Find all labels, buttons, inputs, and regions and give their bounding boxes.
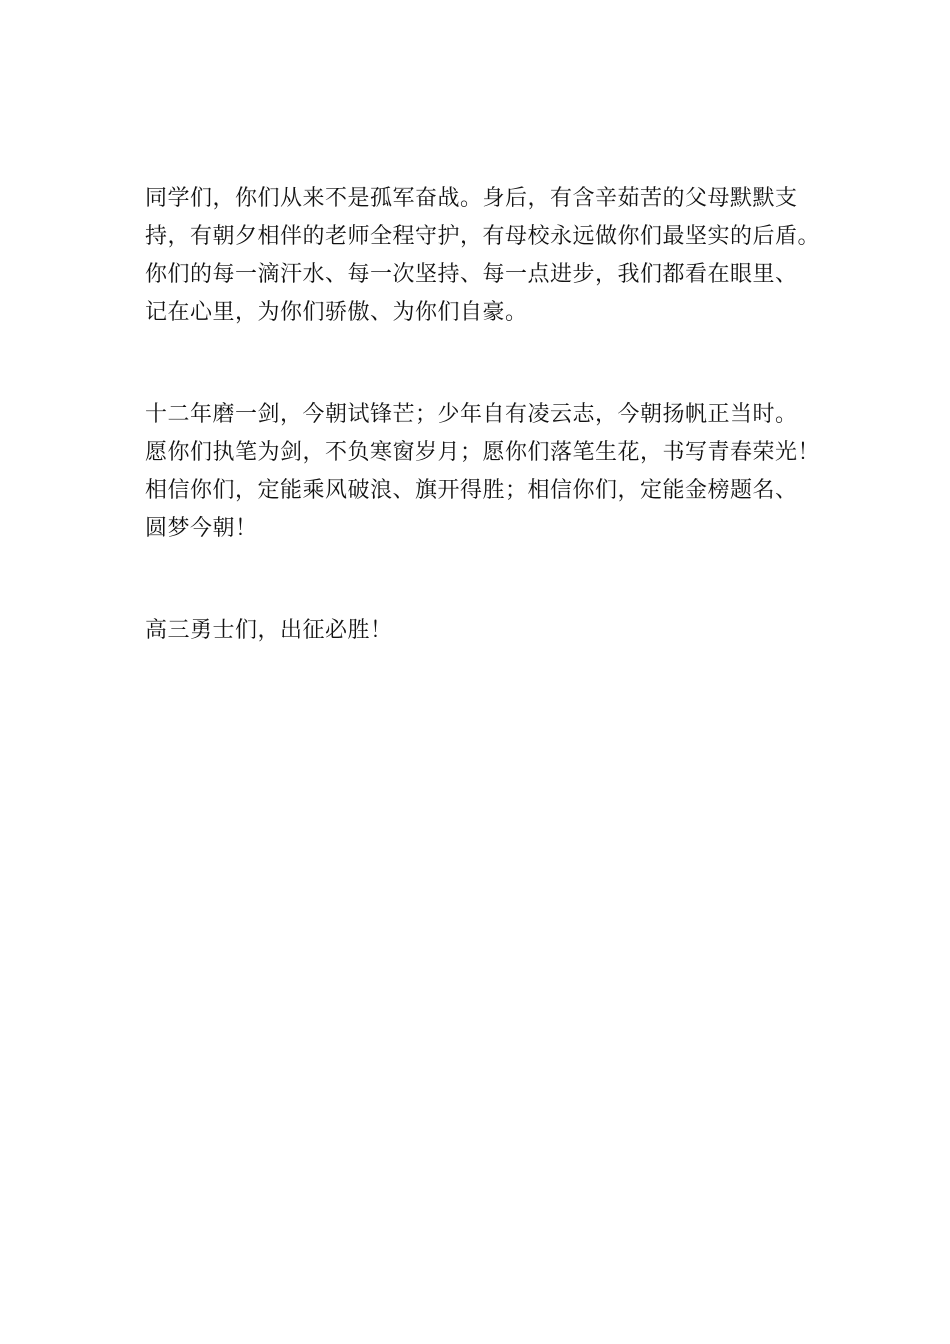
paragraph-closing	[145, 612, 845, 650]
paragraph-spacer	[145, 332, 845, 396]
text-line: 圆梦今朝！	[145, 516, 258, 541]
paragraph-encouragement	[145, 396, 845, 548]
text-line: 十二年磨一剑，今朝试锋芒；少年自有凌云志，今朝扬帆正当时。	[145, 402, 798, 427]
paragraph-support	[145, 180, 845, 332]
text-line: 相信你们，定能乘风破浪、旗开得胜；相信你们，定能金榜题名、	[145, 478, 798, 503]
text-line: 同学们，你们从来不是孤军奋战。身后，有含辛茹苦的父母默默支	[145, 186, 798, 211]
text-line: 你们的每一滴汗水、每一次坚持、每一点进步，我们都看在眼里、	[145, 262, 798, 287]
text-line: 愿你们执笔为剑，不负寒窗岁月；愿你们落笔生花，书写青春荣光！	[145, 440, 821, 465]
document-body	[145, 180, 845, 650]
text-line: 持，有朝夕相伴的老师全程守护，有母校永远做你们最坚实的后盾。	[145, 224, 821, 249]
text-line: 高三勇士们，出征必胜！	[145, 618, 393, 643]
paragraph-spacer	[145, 548, 845, 612]
text-line: 记在心里，为你们骄傲、为你们自豪。	[145, 300, 528, 325]
